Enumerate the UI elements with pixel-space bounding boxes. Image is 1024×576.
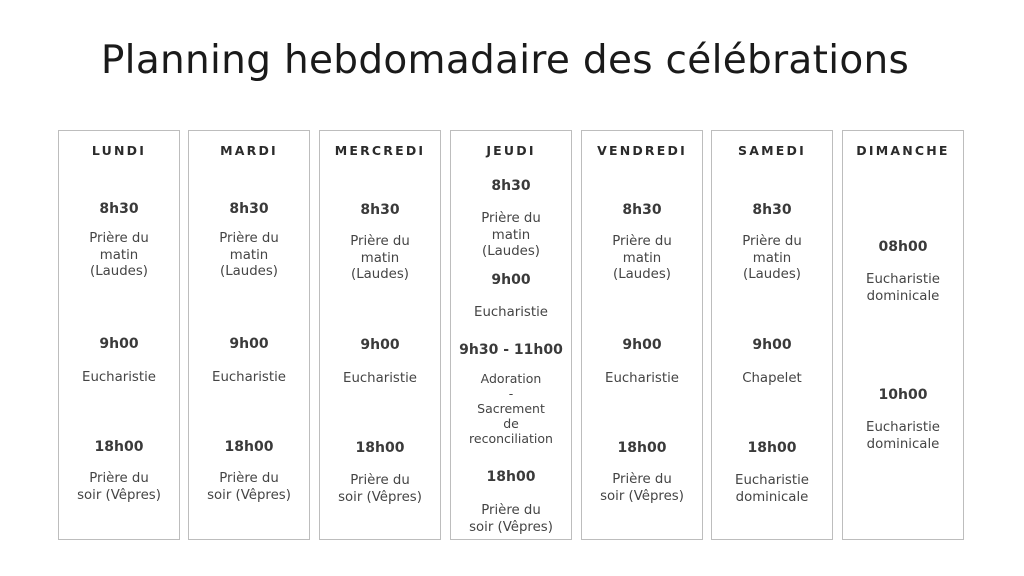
event-label: Eucharistie dominicale [735, 473, 809, 505]
event-time: 9h30 - 11h00 [459, 342, 563, 358]
day-column-mardi [188, 130, 310, 540]
event-label: Prière du soir (Vêpres) [207, 471, 291, 503]
day-column-jeudi [450, 130, 572, 540]
event-time: 8h30 [622, 202, 662, 218]
event-time: 8h30 [491, 178, 531, 194]
event-time: 18h00 [94, 439, 144, 455]
event-time: 8h30 [360, 202, 400, 218]
event-label: Eucharistie [343, 371, 417, 386]
day-header: MARDI [220, 143, 278, 158]
event-label: Adoration - Sacrement de reconciliation [469, 371, 553, 446]
event-label: Prière du matin (Laudes) [89, 231, 149, 279]
event-label: Prière du soir (Vêpres) [600, 472, 684, 504]
day-column-vendredi [581, 130, 703, 540]
day-column-lundi [58, 130, 180, 540]
event-time: 8h30 [752, 202, 792, 218]
day-header: MERCREDI [334, 143, 426, 158]
day-header: VENDREDI [597, 143, 687, 158]
day-header: SAMEDI [738, 143, 806, 158]
event-label: Prière du matin (Laudes) [219, 231, 279, 279]
event-label: Eucharistie [474, 305, 548, 320]
event-label: Eucharistie dominicale [866, 420, 940, 452]
event-label: Prière du soir (Vêpres) [469, 503, 553, 535]
day-header: JEUDI [486, 143, 536, 158]
event-time: 9h00 [99, 336, 139, 352]
event-time: 8h30 [229, 201, 269, 217]
day-column-samedi [711, 130, 833, 540]
day-header: LUNDI [91, 143, 147, 158]
event-time: 9h00 [229, 336, 269, 352]
event-time: 18h00 [224, 439, 274, 455]
event-time: 08h00 [878, 239, 928, 255]
event-time: 9h00 [622, 337, 662, 353]
event-label: Eucharistie [82, 370, 156, 385]
event-time: 9h00 [752, 337, 792, 353]
event-time: 10h00 [878, 387, 928, 403]
event-label: Prière du soir (Vêpres) [338, 473, 422, 505]
event-label: Eucharistie [212, 370, 286, 385]
event-label: Prière du matin (Laudes) [742, 234, 802, 282]
page-title: Planning hebdomadaire des célébrations [100, 38, 910, 83]
day-column-dimanche [842, 130, 964, 540]
event-time: 9h00 [360, 337, 400, 353]
day-column-mercredi [319, 130, 441, 540]
event-time: 18h00 [486, 469, 536, 485]
event-label: Prière du matin (Laudes) [612, 234, 672, 282]
event-time: 9h00 [491, 272, 531, 288]
event-time: 18h00 [747, 440, 797, 456]
event-time: 18h00 [617, 440, 667, 456]
event-label: Eucharistie dominicale [866, 272, 940, 304]
event-time: 8h30 [99, 201, 139, 217]
event-time: 18h00 [355, 440, 405, 456]
day-header: DIMANCHE [856, 143, 950, 158]
event-label: Chapelet [742, 371, 802, 386]
event-label: Prière du matin (Laudes) [350, 234, 410, 282]
event-label: Prière du matin (Laudes) [481, 211, 541, 259]
event-label: Prière du soir (Vêpres) [77, 471, 161, 503]
event-label: Eucharistie [605, 371, 679, 386]
